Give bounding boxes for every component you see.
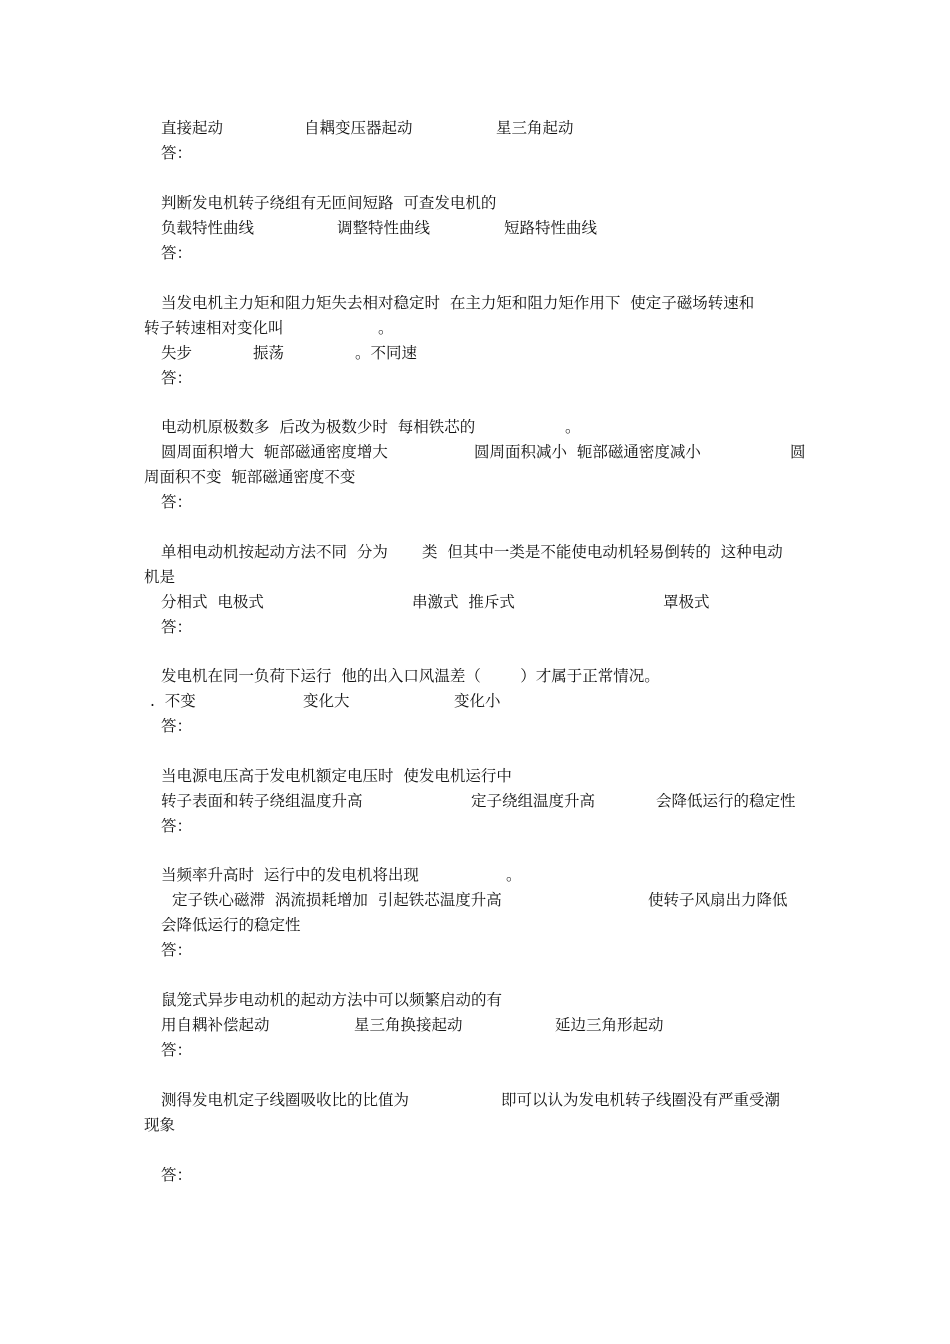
option-a: 圆周面积增大 轭部磁通密度增大: [161, 443, 388, 461]
answer-label: 答：: [161, 493, 193, 511]
answer-label: 答：: [161, 618, 193, 636]
option-a: 分相式 电极式: [161, 593, 264, 611]
option-c: 会降低运行的稳定性: [161, 916, 301, 934]
question-stem-line-2: 现象: [144, 1116, 176, 1134]
option-c: 短路特性曲线: [504, 219, 598, 237]
option-c-start: 圆: [790, 443, 806, 461]
option-c: 。不同速: [355, 344, 418, 362]
answer-label: 答：: [161, 144, 193, 162]
option-a: 失步: [161, 344, 193, 362]
option-c: 罩极式: [663, 593, 710, 611]
question-stem: 电动机原极数多 后改为极数少时 每相铁芯的: [161, 418, 476, 436]
answer-label: 答：: [161, 1041, 193, 1059]
answer-label: 答：: [161, 717, 193, 735]
option-c: 星三角起动: [496, 119, 574, 137]
question-stem-tail: 。: [378, 319, 394, 337]
option-a: . 不变: [150, 692, 196, 710]
option-b: 使转子风扇出力降低: [648, 891, 788, 909]
question-stem: 当频率升高时 运行中的发电机将出现: [161, 866, 419, 884]
answer-label: 答：: [161, 369, 193, 387]
question-stem-tail: 。: [565, 418, 581, 436]
option-a: 转子表面和转子绕组温度升高: [161, 792, 363, 810]
question-stem-line-1: 当发电机主力矩和阻力矩失去相对稳定时 在主力矩和阻力矩作用下 使定子磁场转速和: [161, 294, 755, 312]
question-stem-tail: 。: [506, 866, 522, 884]
question-stem-line-1-continued: 类 但其中一类是不能使电动机轻易倒转的 这种电动: [422, 543, 783, 561]
option-b: 星三角换接起动: [354, 1016, 463, 1034]
option-b: 振荡: [253, 344, 285, 362]
option-c: 延边三角形起动: [555, 1016, 664, 1034]
answer-label: 答：: [161, 941, 193, 959]
option-c-continued: 周面积不变 轭部磁通密度不变: [144, 468, 356, 486]
option-b: 自耦变压器起动: [304, 119, 413, 137]
option-a: 用自耦补偿起动: [161, 1016, 270, 1034]
answer-label: 答：: [161, 817, 193, 835]
question-stem-line-1: 测得发电机定子线圈吸收比的比值为: [161, 1091, 410, 1109]
option-a: 定子铁心磁滞 涡流损耗增加 引起铁芯温度升高: [172, 891, 502, 909]
question-stem-line-2: 转子转速相对变化叫: [144, 319, 284, 337]
option-b: 圆周面积减小 轭部磁通密度减小: [474, 443, 701, 461]
question-stem: 当电源电压高于发电机额定电压时 使发电机运行中: [161, 767, 512, 785]
question-stem: 发电机在同一负荷下运行 他的出入口风温差（ ）才属于正常情况。: [161, 667, 660, 685]
option-b: 变化大: [303, 692, 350, 710]
option-c: 变化小: [454, 692, 501, 710]
option-c: 会降低运行的稳定性: [656, 792, 796, 810]
option-b: 串激式 推斥式: [412, 593, 515, 611]
option-b: 定子绕组温度升高: [471, 792, 596, 810]
option-a: 直接起动: [161, 119, 224, 137]
question-stem-line-1-continued: 即可以认为发电机转子线圈没有严重受潮: [501, 1091, 781, 1109]
question-stem: 判断发电机转子绕组有无匝间短路 可查发电机的: [161, 194, 497, 212]
option-a: 负载特性曲线: [161, 219, 255, 237]
question-stem: 鼠笼式异步电动机的起动方法中可以频繁启动的有: [161, 991, 503, 1009]
answer-label: 答：: [161, 244, 193, 262]
answer-label: 答：: [161, 1166, 193, 1184]
option-b: 调整特性曲线: [337, 219, 431, 237]
question-stem-line-1: 单相电动机按起动方法不同 分为: [161, 543, 388, 561]
question-stem-line-2: 机是: [144, 568, 176, 586]
